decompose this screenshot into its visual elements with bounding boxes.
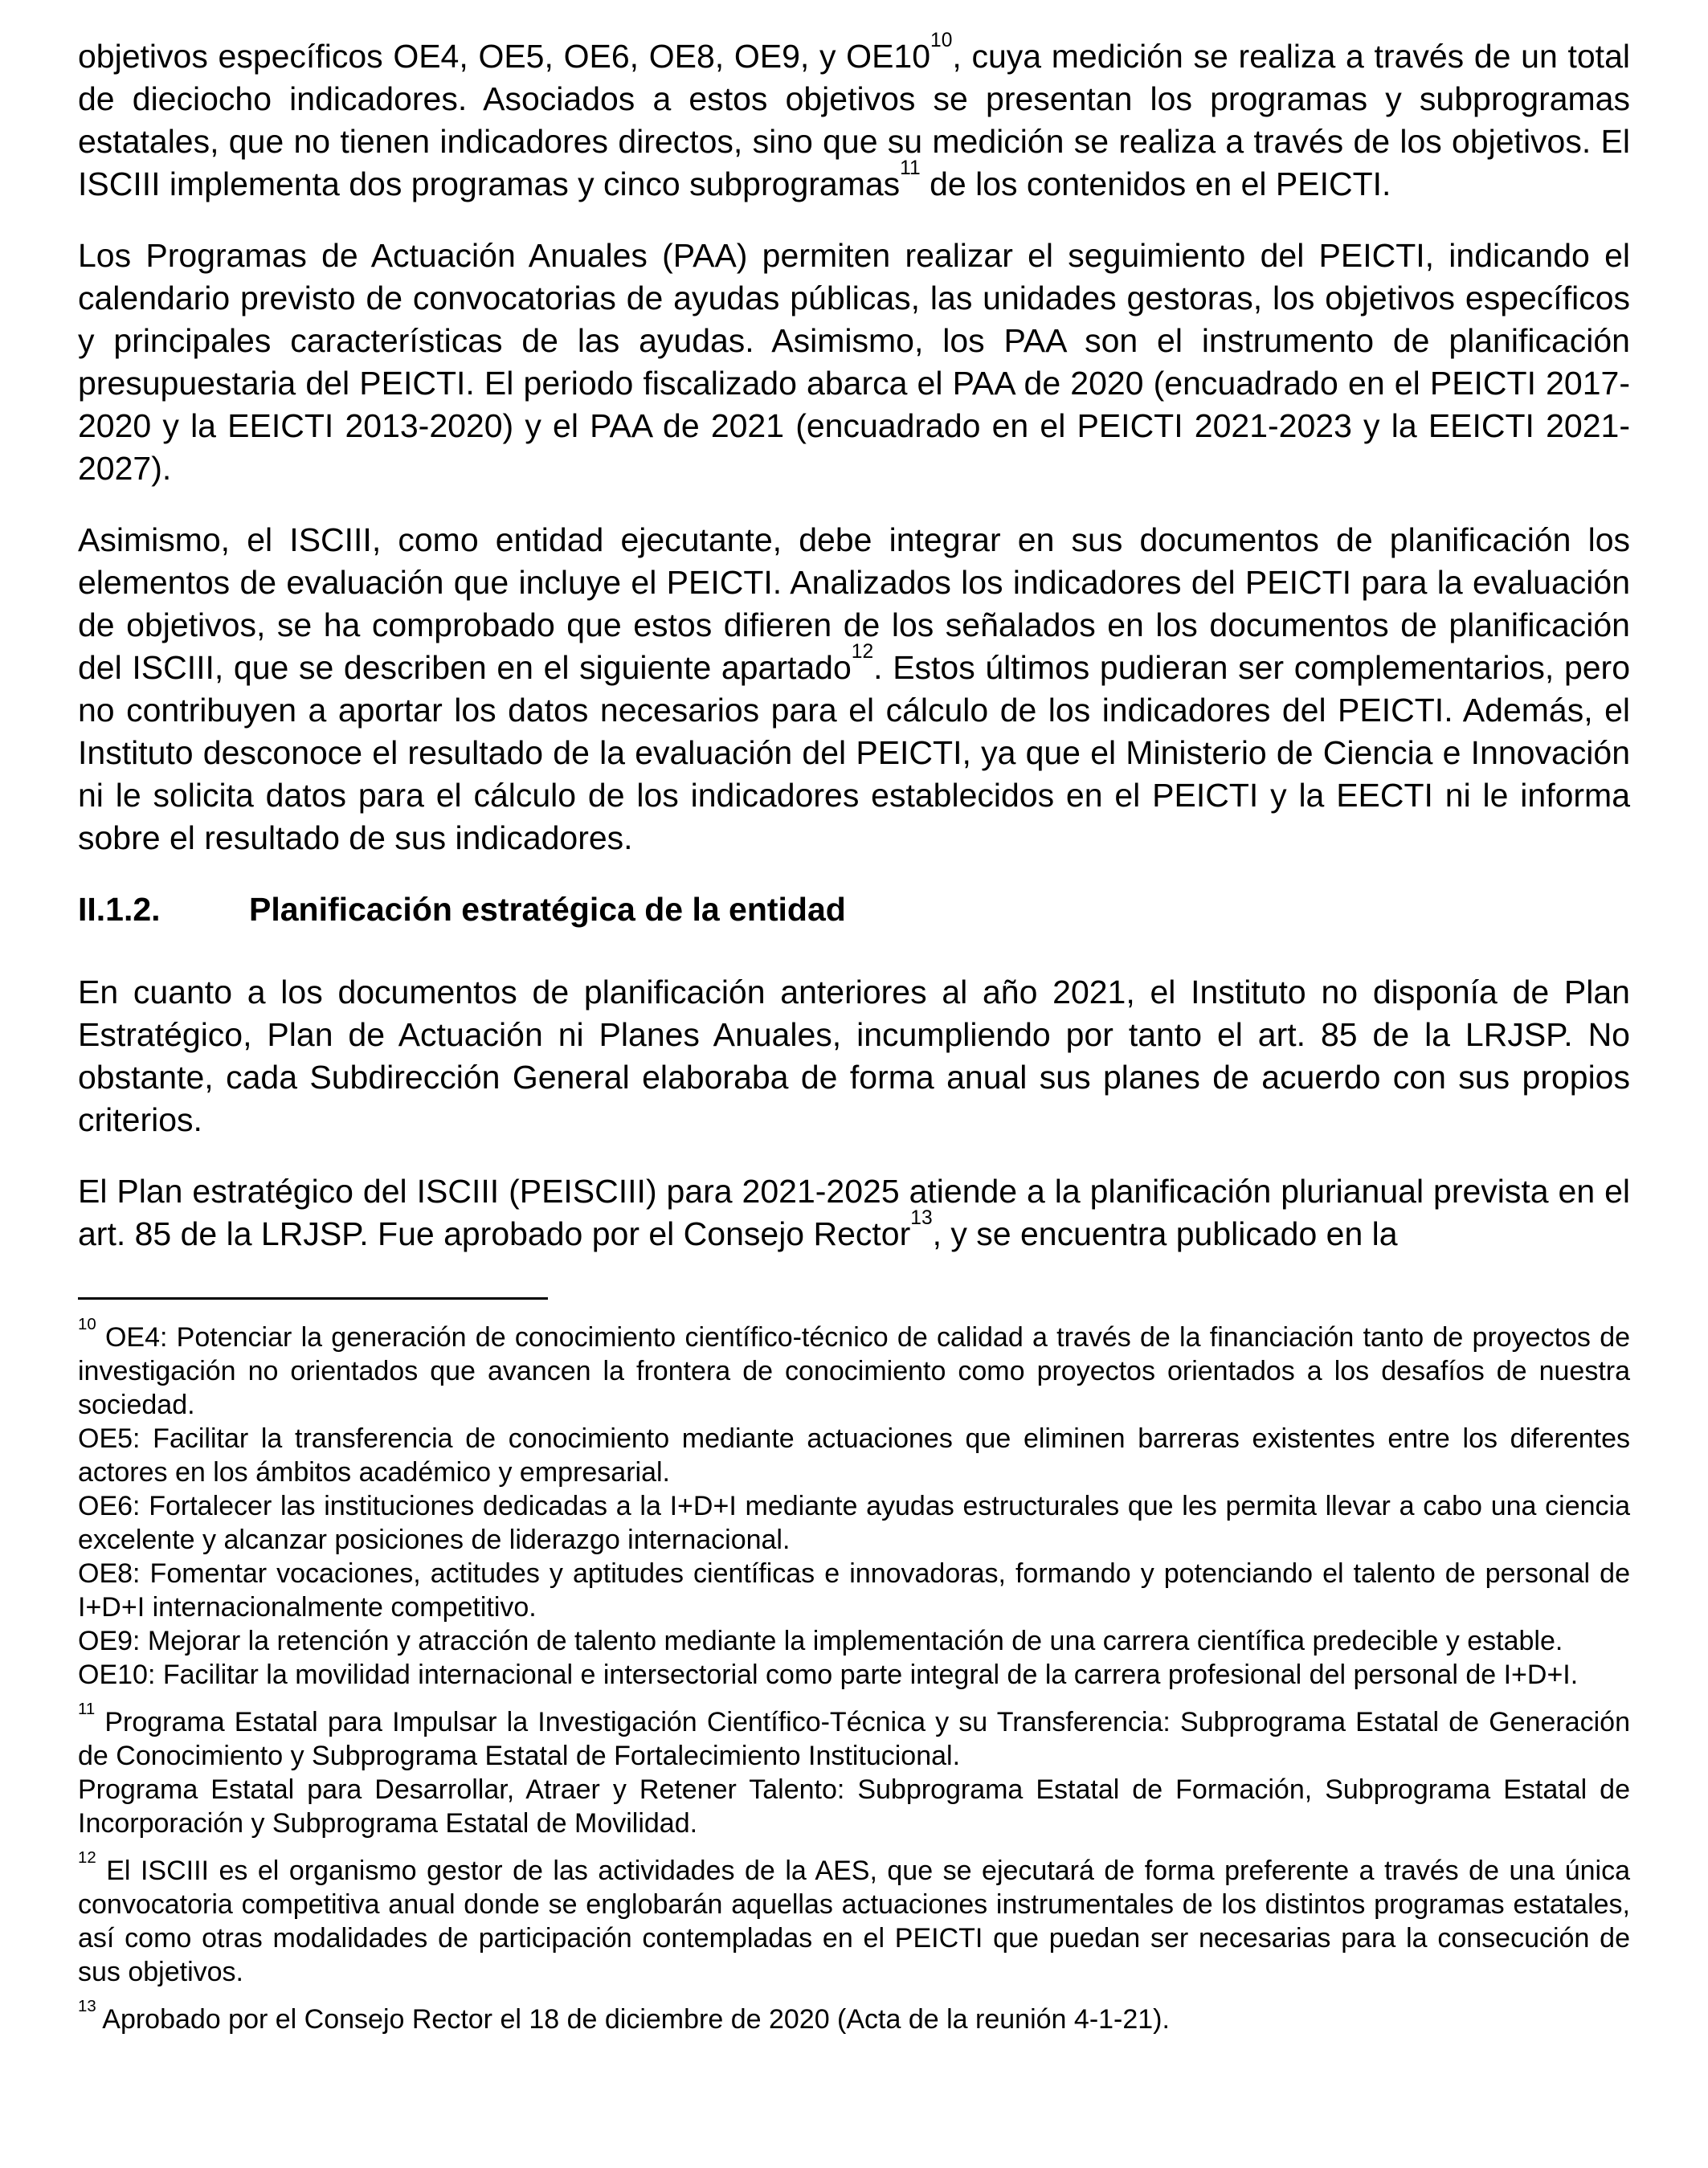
- paragraph-5-text: , y se encuentra publicado en la: [932, 1215, 1398, 1252]
- footnote-ref-10: 10: [930, 30, 953, 52]
- footnote-text: Programa Estatal para Desarrollar, Atraer y Retener Talento: Subprograma Estatal de Formación, Subprograma Estatal de Incorporación y Subprograma Estatal de Movilidad.: [78, 1774, 1630, 1839]
- paragraph-5: [78, 1170, 1630, 1255]
- paragraph-4: [78, 971, 1630, 1141]
- footnote-block: [78, 1315, 1631, 1422]
- footnote-text: Programa Estatal para Impulsar la Investigación Científico-Técnica y su Transferencia: Subprograma Estatal de Generación de Conocimiento y Subprograma Estatal de Fortalecimiento Institucional.: [78, 1707, 1631, 1771]
- footnote-ref-11: 11: [900, 157, 921, 180]
- footnote-block: [78, 1658, 1630, 1692]
- footnote-block: [78, 1997, 1630, 2036]
- footnote-block: [78, 1422, 1630, 1489]
- footnote-marker-10: 10: [78, 1315, 96, 1333]
- paragraph-2-text: Los Programas de Actuación Anuales (PAA) permiten realizar el seguimiento del PEICTI, indicando el calendario previsto de convocatorias de ayudas públicas, las unidades gestoras, los objetivos específicos y principales características de las ayudas. Asimismo, los PAA son el instrumento de planificación presupuestaria del PEICTI. El periodo fiscalizado abarca el PAA de 2020 (encuadrado en el PEICTI 2017-2020 y la EEICTI 2013-2020) y el PAA de 2021 (encuadrado en el PEICTI 2021-2023 y la EEICTI 2021-2027).: [78, 237, 1630, 487]
- footnotes-area: [78, 1315, 1631, 2036]
- section-heading-number: II.1.2.: [78, 891, 161, 928]
- footnote-10: [78, 1315, 1631, 1692]
- paragraph-3-text: . Estos últimos pudieran ser complementarios, pero no contribuyen a aportar los datos necesarios para el cálculo de los indicadores del PEICTI. Además, el Instituto desconoce el resultado de la evaluación del PEICTI, ya que el Ministerio de Ciencia e Innovación ni le solicita datos para el cálculo de los indicadores establecidos en el PEICTI y la EECTI ni le informa sobre el resultado de sus indicadores.: [78, 649, 1631, 856]
- footnote-block: [78, 1557, 1630, 1624]
- footnote-block: [78, 1489, 1630, 1557]
- footnote-text: OE6: Fortalecer las instituciones dedicadas a la I+D+I mediante ayudas estructurales que les permita llevar a cabo una ciencia excelente y alcanzar posiciones de liderazgo internacional.: [78, 1491, 1630, 1555]
- footnote-13: [78, 1997, 1630, 2036]
- footnote-block: [78, 1848, 1630, 1989]
- paragraph-2: [78, 235, 1630, 490]
- paragraph-1: [78, 30, 1630, 206]
- footnote-12: [78, 1848, 1630, 1989]
- footnote-block: [78, 1773, 1630, 1840]
- main-text: [78, 30, 1631, 1255]
- footnote-text: OE9: Mejorar la retención y atracción de talento mediante la implementación de una carrera científica predecible y estable.: [78, 1626, 1563, 1656]
- footnote-marker-13: 13: [78, 1997, 96, 2015]
- section-heading-title: Planificación estratégica de la entidad: [249, 891, 846, 928]
- footnote-text: Aprobado por el Consejo Rector el 18 de diciembre de 2020 (Acta de la reunión 4-1-21).: [102, 2004, 1170, 2035]
- footnote-ref-12: 12: [851, 641, 874, 663]
- footnote-ref-13: 13: [910, 1207, 933, 1230]
- footnote-block: [78, 1624, 1630, 1658]
- footnote-11: [78, 1700, 1631, 1840]
- footnote-marker-11: 11: [78, 1700, 96, 1718]
- paragraph-3-text: Asimismo, el ISCIII, como entidad ejecutante, debe integrar en sus documentos de planificación los elementos de evaluación que incluye el PEICTI. Analizados los indicadores del PEICTI para la evaluación de objetivos, se ha comprobado que estos difieren de los señalados en los documentos de planificación del ISCIII, que se describen en el siguiente apartado: [78, 521, 1630, 686]
- footnote-text: El ISCIII es el organismo gestor de las actividades de la AES, que se ejecutará de forma preferente a través de una única convocatoria competitiva anual donde se englobarán aquellas actuaciones instrumentales de los distintos programas estatales, así como otras modalidades de participación contempladas en el PEICTI que puedan ser necesarias para la consecución de sus objetivos.: [78, 1856, 1630, 1987]
- footnote-marker-12: 12: [78, 1848, 96, 1867]
- paragraph-4-text: En cuanto a los documentos de planificación anteriores al año 2021, el Instituto no disponía de Plan Estratégico, Plan de Actuación ni Planes Anuales, incumpliendo por tanto el art. 85 de la LRJSP. No obstante, cada Subdirección General elaboraba de forma anual sus planes de acuerdo con sus propios criterios.: [78, 974, 1630, 1138]
- footnote-text: OE8: Fomentar vocaciones, actitudes y aptitudes científicas e innovadoras, formando y potenciando el talento de personal de I+D+I internacionalmente competitivo.: [78, 1558, 1630, 1623]
- paragraph-5-text: El Plan estratégico del ISCIII (PEISCIII) para 2021-2025 atiende a la planificación plurianual prevista en el art. 85 de la LRJSP. Fue aprobado por el Consejo Rector: [78, 1173, 1630, 1252]
- footnote-separator: [78, 1297, 548, 1300]
- paragraph-1-text: objetivos específicos OE4, OE5, OE6, OE8, OE9, y OE10: [78, 38, 931, 75]
- paragraph-3: [78, 519, 1630, 859]
- footnote-text: OE10: Facilitar la movilidad internacional e intersectorial como parte integral de la carrera profesional del personal de I+D+I.: [78, 1660, 1579, 1690]
- footnote-block: [78, 1700, 1631, 1773]
- paragraph-1-text: , cuya medición se realiza a través de un total de dieciocho indicadores. Asociados a estos objetivos se presentan los programas y subprogramas estatales, que no tienen indicadores directos, sino que su medición se realiza a través de los objetivos. El ISCIII implementa dos programas y cinco subprogramas: [78, 38, 1630, 202]
- paragraph-1-text: de los contenidos en el PEICTI.: [920, 165, 1391, 202]
- section-heading: [78, 888, 1630, 931]
- footnote-text: OE4: Potenciar la generación de conocimiento científico-técnico de calidad a través de la financiación tanto de proyectos de investigación no orientados que avancen la frontera de conocimiento como proyectos orientados a los desafíos de nuestra sociedad.: [78, 1322, 1631, 1420]
- footnote-text: OE5: Facilitar la transferencia de conocimiento mediante actuaciones que eliminen barreras existentes entre los diferentes actores en los ámbitos académico y empresarial.: [78, 1423, 1630, 1488]
